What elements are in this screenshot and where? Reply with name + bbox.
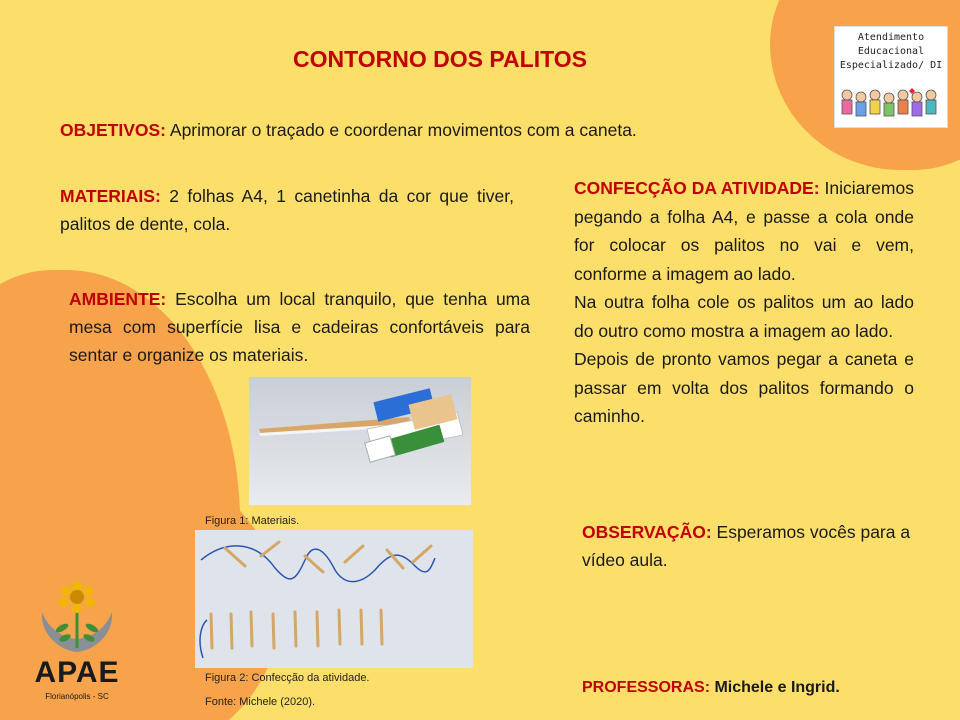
confeccao-text-1: Iniciaremos pegando a folha A4, e passe a cola onde for colocar os palitos no vai e vem, conforme a imagem ao lado.	[574, 178, 914, 284]
professoras-names: Michele e Ingrid.	[710, 679, 840, 696]
apae-emblem-icon	[22, 572, 132, 656]
professoras-label: PROFESSORAS:	[582, 679, 711, 696]
apae-name: APAE	[34, 656, 120, 689]
materials-photo	[249, 377, 471, 505]
aee-badge	[834, 26, 948, 128]
figure-2-caption: Figura 2: Confecção da atividade.	[205, 672, 370, 684]
professoras-line	[582, 676, 840, 700]
materiais-label: MATERIAIS:	[60, 186, 161, 206]
materiais-paragraph	[60, 182, 514, 238]
observacao-label: OBSERVAÇÃO:	[582, 522, 712, 542]
ambiente-text: Escolha um local tranquilo, que tenha uma mesa com superfície lisa e cadeiras confortáveis para sentar e organize os materiais.	[69, 289, 530, 365]
objetivos-text: Aprimorar o traçado e coordenar movimentos com a caneta.	[166, 120, 637, 140]
figure-source: Fonte: Michele (2020).	[205, 696, 316, 708]
activity-photo	[195, 530, 473, 668]
apae-logo	[22, 572, 132, 712]
confeccao-paragraph-1	[574, 174, 914, 288]
observacao-text: Esperamos vocês para a vídeo aula.	[582, 522, 911, 570]
ambiente-paragraph	[69, 285, 530, 369]
confeccao-section	[574, 174, 914, 431]
confeccao-paragraph-2: Na outra folha cole os palitos um ao lado do outro como mostra a imagem ao lado.	[574, 292, 914, 341]
aee-badge-text: Atendimento Educacional Especializado/ DI	[839, 32, 943, 71]
ambiente-label: AMBIENTE:	[69, 289, 167, 309]
children-illustration	[839, 87, 943, 123]
objetivos-label: OBJETIVOS:	[60, 120, 166, 140]
materiais-text: 2 folhas A4, 1 canetinha da cor que tiver, palitos de dente, cola.	[60, 186, 514, 234]
figure-1-caption: Figura 1: Materiais.	[205, 515, 300, 527]
page-title: CONTORNO DOS PALITOS	[293, 46, 587, 72]
confeccao-paragraph-3: Depois de pronto vamos pegar a caneta e passar em volta dos palitos formando o caminho.	[574, 349, 914, 426]
objetivos-paragraph	[60, 116, 800, 144]
apae-city: Florianópolis - SC	[45, 692, 109, 701]
observacao-paragraph	[582, 518, 922, 574]
confeccao-label: CONFECÇÃO DA ATIVIDADE:	[574, 178, 820, 198]
